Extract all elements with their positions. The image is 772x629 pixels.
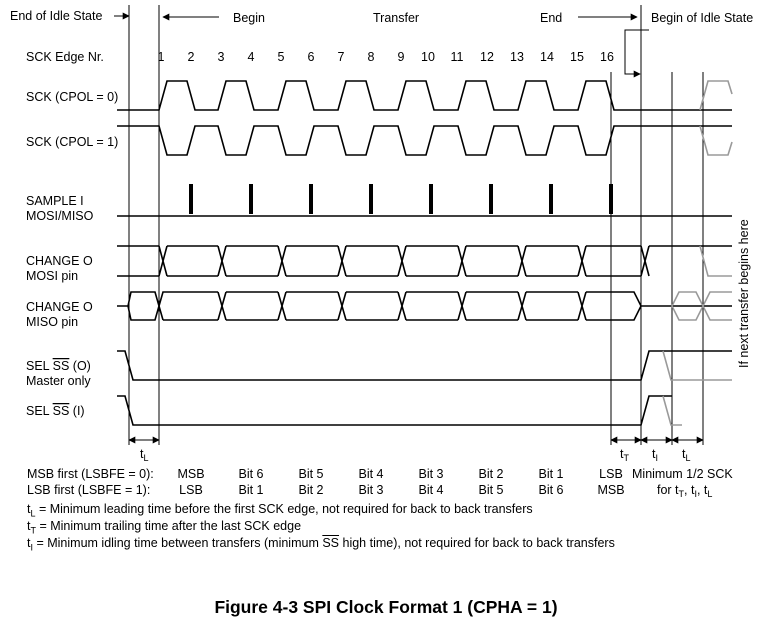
sck-cpol0-label: SCK (CPOL = 0) bbox=[26, 90, 119, 104]
tL2-sub: L bbox=[685, 453, 691, 463]
tI-label bbox=[652, 447, 658, 463]
edge-number: 4 bbox=[247, 50, 255, 64]
bit-cell: Bit 4 bbox=[358, 467, 384, 481]
bit-cell: Bit 2 bbox=[298, 483, 324, 497]
bit-cell: MSB bbox=[597, 483, 625, 497]
sample-label-line1: SAMPLE I bbox=[26, 194, 84, 208]
sel-ss-in-label bbox=[26, 404, 85, 418]
min-sep1: , t bbox=[684, 483, 695, 497]
bit-cell: Bit 2 bbox=[478, 467, 504, 481]
sck-cpol1-waveform bbox=[117, 126, 732, 155]
sel-ss-out-waveform bbox=[117, 351, 732, 380]
sel-ss-in-waveform bbox=[117, 396, 672, 425]
lsb-bit-row bbox=[179, 483, 624, 497]
edge-number: 2 bbox=[187, 50, 195, 64]
mosi-next-transfer bbox=[700, 246, 732, 276]
sck-cpol1-next-transfer bbox=[700, 126, 732, 155]
min-sep2: , t bbox=[696, 483, 708, 497]
edge-number: 16 bbox=[600, 50, 614, 64]
miso-label-line1: CHANGE O bbox=[26, 300, 93, 314]
tL-label bbox=[140, 447, 149, 463]
sck-cpol0-next-transfer bbox=[700, 81, 732, 110]
bit-cell: Bit 3 bbox=[418, 467, 444, 481]
edge-number: 3 bbox=[217, 50, 225, 64]
legend-tI bbox=[27, 536, 615, 556]
legend-tT-text: = Minimum trailing time after the last SCK edge bbox=[35, 519, 302, 533]
edge-number: 7 bbox=[337, 50, 345, 64]
bit-cell: Bit 6 bbox=[538, 483, 564, 497]
idle-state-bracket-arrow bbox=[625, 30, 649, 74]
miso-label-line2: MISO pin bbox=[26, 315, 79, 329]
tT-label bbox=[620, 447, 629, 463]
bit-cell: Bit 3 bbox=[358, 483, 384, 497]
bit-cell: Bit 4 bbox=[418, 483, 444, 497]
tL2-label bbox=[682, 447, 691, 463]
edge-number: 1 bbox=[157, 50, 165, 64]
bit-cell: Bit 5 bbox=[478, 483, 504, 497]
end-label: End bbox=[540, 11, 563, 25]
bit-cell: Bit 5 bbox=[298, 467, 324, 481]
end-of-idle-state-label: End of Idle State bbox=[10, 9, 103, 23]
legend-tT-t: t bbox=[27, 519, 31, 533]
sel-ss-out-label bbox=[26, 359, 91, 373]
minimum-for-label bbox=[657, 483, 712, 499]
sck-cpol1-label: SCK (CPOL = 1) bbox=[26, 135, 119, 149]
edge-number: 12 bbox=[480, 50, 494, 64]
tL-sub: L bbox=[143, 453, 149, 463]
tT-sub: T bbox=[623, 453, 629, 463]
bit-cell: LSB bbox=[179, 483, 203, 497]
edge-number: 5 bbox=[277, 50, 285, 64]
mosi-label-line1: CHANGE O bbox=[26, 254, 93, 268]
edge-number: 8 bbox=[367, 50, 375, 64]
bit-cell: MSB bbox=[177, 467, 205, 481]
bit-cell: Bit 1 bbox=[238, 483, 264, 497]
sel-ss-in-bar: SS bbox=[52, 404, 70, 418]
tT-main: t bbox=[620, 447, 624, 461]
master-only-label: Master only bbox=[26, 374, 91, 388]
legend-tI-text-b: high time), not required for back to back transfers bbox=[339, 536, 615, 550]
sel-ss-out-bar: SS bbox=[52, 359, 70, 373]
legend-tI-sub: I bbox=[30, 542, 33, 553]
min-l-sub: L bbox=[707, 489, 713, 499]
min-for-text: for t bbox=[657, 483, 679, 497]
legend-tT-sub: T bbox=[30, 525, 36, 536]
sel-ss-in-prefix: SEL bbox=[26, 404, 53, 418]
figure-title: Figure 4-3 SPI Clock Format 1 (CPHA = 1) bbox=[214, 597, 558, 617]
mosi-label-line2: MOSI pin bbox=[26, 269, 79, 283]
sck-cpol0-waveform bbox=[117, 81, 732, 110]
edge-number: 14 bbox=[540, 50, 554, 64]
miso-waveform bbox=[117, 292, 732, 320]
edge-number: 11 bbox=[450, 50, 464, 64]
minimum-half-sck-label: Minimum 1/2 SCK bbox=[632, 467, 733, 481]
legend-tL-sub: L bbox=[30, 508, 36, 519]
sel-ss-in-suffix: (I) bbox=[69, 404, 85, 418]
begin-of-idle-state-label: Begin of Idle State bbox=[651, 11, 754, 25]
tI-sub: I bbox=[655, 453, 658, 463]
lsb-first-label: LSB first (LSBFE = 1): bbox=[27, 483, 151, 497]
msb-bit-row bbox=[177, 467, 622, 481]
tL-main: t bbox=[140, 447, 144, 461]
sel-ss-out-suffix: (O) bbox=[69, 359, 91, 373]
edge-number: 13 bbox=[510, 50, 524, 64]
sample-pulses bbox=[191, 184, 611, 214]
bit-cell: LSB bbox=[599, 467, 623, 481]
begin-label: Begin bbox=[233, 11, 265, 25]
transfer-label: Transfer bbox=[373, 11, 420, 25]
legend-tI-ss-bar: $\overline{SS}$ bbox=[322, 536, 340, 550]
tI-main: t bbox=[652, 447, 656, 461]
bit-cell: Bit 1 bbox=[538, 467, 564, 481]
edge-numbers bbox=[158, 50, 614, 64]
sel-ss-out-prefix: SEL bbox=[26, 359, 53, 373]
msb-first-label: MSB first (LSBFE = 0): bbox=[27, 467, 154, 481]
tL2-main: t bbox=[682, 447, 686, 461]
legend-tI-text-a: = Minimum idling time between transfers (minimum bbox=[33, 536, 323, 550]
next-transfer-note: If next transfer begins here bbox=[737, 219, 751, 368]
sel-ss-out-next-transfer bbox=[663, 351, 732, 380]
edge-number: 9 bbox=[397, 50, 405, 64]
edge-number: 6 bbox=[307, 50, 315, 64]
legend-tI-t: t bbox=[27, 536, 31, 550]
edge-number: 15 bbox=[570, 50, 584, 64]
legend-tL-t: t bbox=[27, 502, 31, 516]
legend-tL-text: = Minimum leading time before the first SCK edge, not required for back to back transfers bbox=[35, 502, 533, 516]
edge-number: 10 bbox=[421, 50, 435, 64]
min-i-sub: I bbox=[694, 489, 697, 499]
min-t-sub: T bbox=[678, 489, 685, 499]
bit-cell: Bit 6 bbox=[238, 467, 264, 481]
timing-markers bbox=[129, 440, 703, 463]
mosi-waveform bbox=[117, 246, 732, 276]
sck-edge-label: SCK Edge Nr. bbox=[26, 50, 104, 64]
sample-label-line2: MOSI/MISO bbox=[26, 209, 94, 223]
